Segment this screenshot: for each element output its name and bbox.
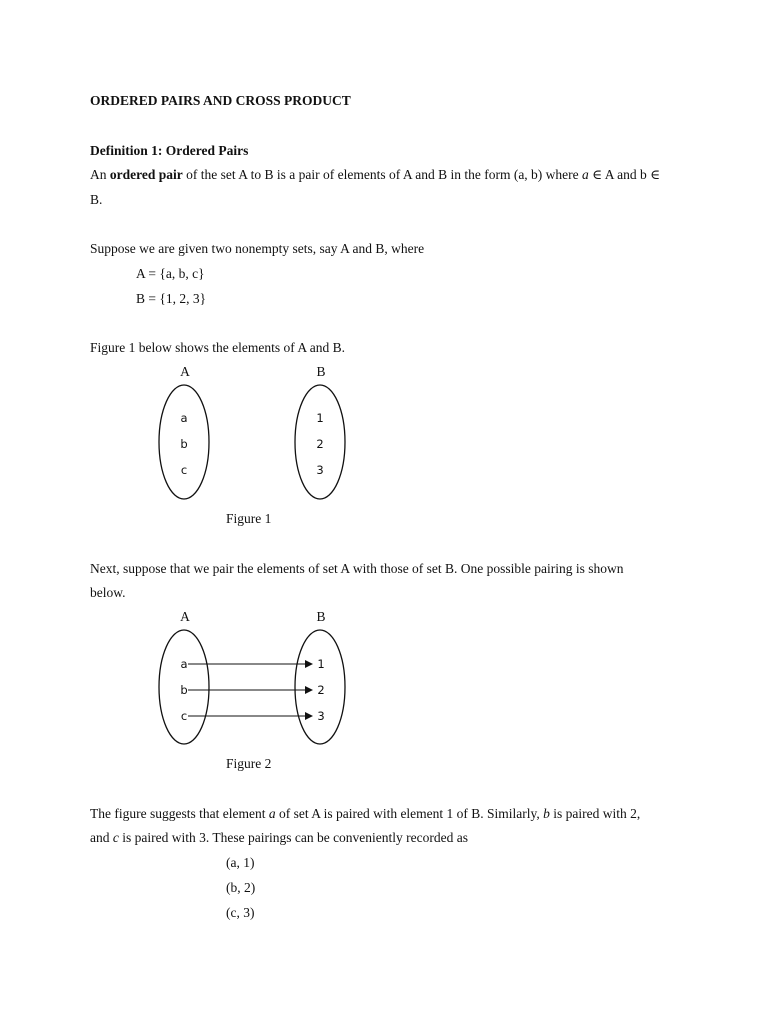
explanation-line-2 [90, 829, 468, 847]
set-b-definition: B = {1, 2, 3} [136, 291, 207, 306]
definition-text-end: ∈ A and b ∈ [588, 167, 661, 182]
figure2-element-3: 3 [317, 709, 325, 723]
explanation-variable-a: a [268, 806, 276, 821]
set-a-definition: A = {a, b, c} [136, 266, 205, 281]
explanation-variable-c: c [112, 830, 119, 845]
explanation-text-1b: of set A is paired with element 1 of B. Similarly, [275, 806, 544, 821]
definition-variable-a: a [582, 167, 589, 182]
figure1-element-3: 3 [316, 463, 324, 477]
pair-a-1: (a, 1) [226, 855, 255, 870]
document-title: ORDERED PAIRS AND CROSS PRODUCT [90, 93, 351, 108]
figure2-set-a-label: A [180, 609, 190, 624]
definition-heading: Definition 1: Ordered Pairs [90, 143, 249, 158]
definition-text-pre: An [90, 167, 110, 182]
definition-term: ordered pair [109, 167, 183, 182]
figure1-element-1: 1 [316, 411, 324, 425]
pair-c-3: (c, 3) [226, 905, 255, 920]
explanation-text-1c: is paired with 2, [549, 806, 641, 821]
pairing-intro-line-1: Next, suppose that we pair the elements of set A with those of set B. One possible pairing is shown [90, 561, 624, 576]
explanation-line-1 [90, 805, 640, 823]
sets-intro-text: Suppose we are given two nonempty sets, say A and B, where [90, 241, 425, 256]
figure2-element-a: a [180, 657, 188, 671]
definition-line-2: B. [90, 192, 103, 207]
figure2-element-2: 2 [317, 683, 325, 697]
figure2-element-c: c [180, 709, 188, 723]
pairing-intro-line-2: below. [90, 585, 126, 600]
explanation-text-2a: and [90, 830, 113, 845]
figure1-diagram [150, 380, 370, 505]
definition-text-mid: of the set A to B is a pair of elements of A and B in the form (a, b) where [182, 167, 583, 182]
figure1-element-2: 2 [316, 437, 324, 451]
definition-line-1 [90, 166, 660, 184]
figure1-intro-text: Figure 1 below shows the elements of A and B. [90, 340, 345, 355]
figure1-element-a: a [180, 411, 188, 425]
figure1-element-c: c [180, 463, 188, 477]
figure2-element-1: 1 [317, 657, 325, 671]
explanation-text-2b: is paired with 3. These pairings can be conveniently recorded as [118, 830, 469, 845]
figure1-element-b: b [180, 437, 188, 451]
figure2-set-b-label: B [316, 609, 326, 624]
figure1-set-b-label: B [316, 364, 326, 379]
pair-b-2: (b, 2) [226, 880, 256, 895]
explanation-text-1a: The figure suggests that element [90, 806, 269, 821]
figure2-caption: Figure 2 [226, 756, 272, 771]
figure1-set-a-label: A [180, 364, 190, 379]
explanation-variable-b: b [543, 806, 550, 821]
figure1-caption: Figure 1 [226, 511, 272, 526]
figure2-diagram [150, 625, 370, 750]
figure2-element-b: b [180, 683, 188, 697]
